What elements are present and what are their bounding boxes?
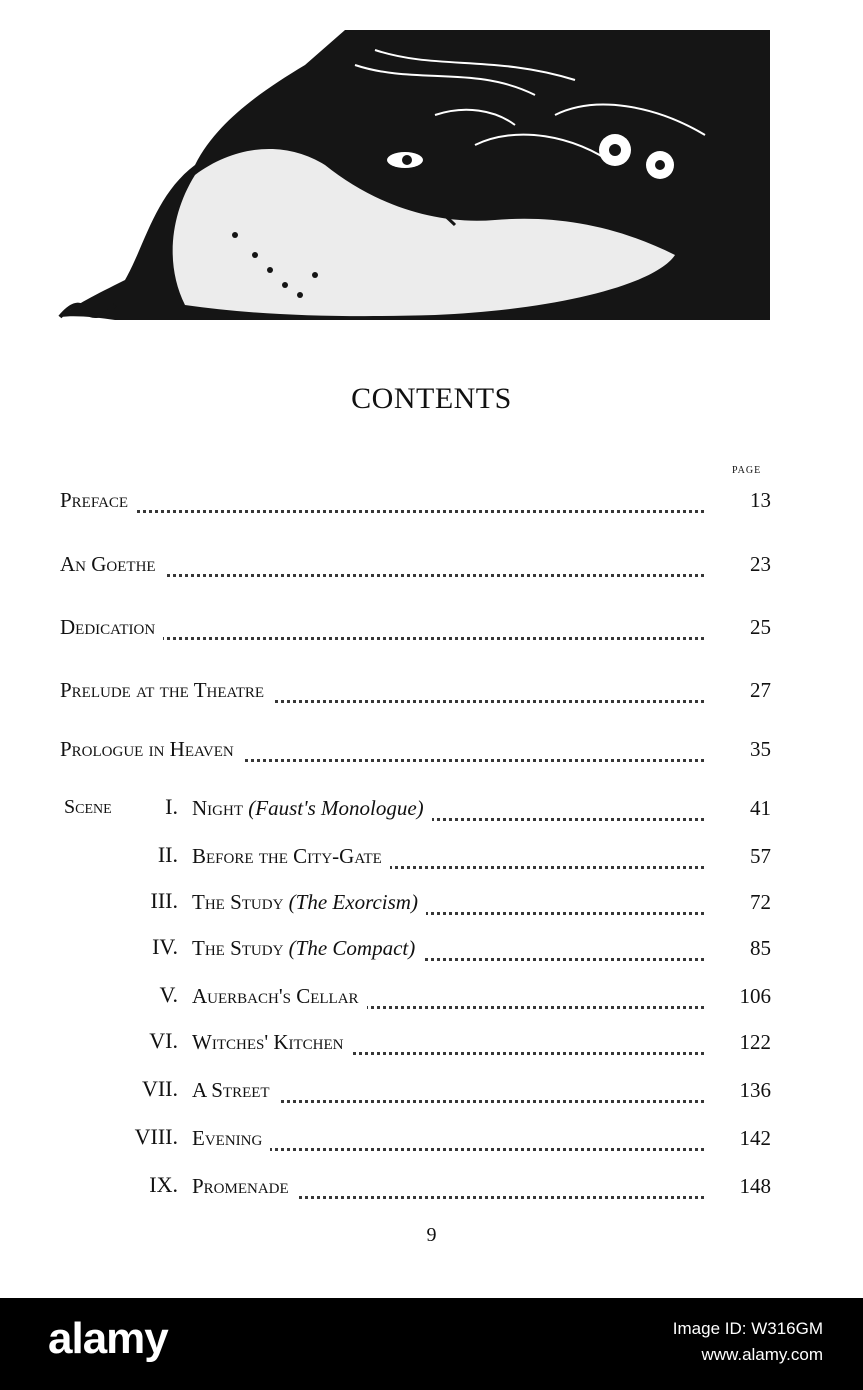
scene-title: A Street bbox=[192, 1078, 270, 1102]
scene-number: VII. bbox=[141, 1076, 178, 1101]
scene-title: Auerbach's Cellar bbox=[192, 984, 359, 1008]
image-id-text: Image ID: W316GM bbox=[672, 1319, 823, 1338]
toc-scene-row bbox=[0, 976, 863, 1016]
toc-scene-row bbox=[0, 1022, 863, 1062]
toc-entry bbox=[0, 607, 863, 647]
scene-word: Scene bbox=[64, 796, 112, 818]
scene-number: II. bbox=[157, 842, 178, 867]
toc-scene-row bbox=[0, 788, 863, 828]
scene-label bbox=[192, 984, 367, 1009]
scene-number: V. bbox=[159, 982, 178, 1007]
toc-entry-label: Prelude at the Theatre bbox=[60, 678, 272, 703]
toc-entry bbox=[0, 480, 863, 520]
scene-page: 106 bbox=[705, 984, 771, 1009]
scene-title: Witches' Kitchen bbox=[192, 1030, 344, 1054]
scene-title: The Study bbox=[192, 936, 284, 960]
scene-number: IV. bbox=[152, 934, 178, 959]
watermark-info bbox=[673, 1316, 823, 1368]
scene-label bbox=[192, 1174, 297, 1199]
toc-scene-row bbox=[0, 928, 863, 968]
scene-page: 85 bbox=[705, 936, 771, 961]
scene-page: 57 bbox=[705, 844, 771, 869]
scene-page: 72 bbox=[705, 890, 771, 915]
scene-number: VIII. bbox=[134, 1124, 178, 1149]
scene-label bbox=[192, 796, 432, 821]
scene-number: III. bbox=[150, 888, 178, 913]
toc-entry-page: 23 bbox=[705, 552, 771, 577]
header-illustration bbox=[55, 25, 775, 325]
toc-entry bbox=[0, 670, 863, 710]
scene-note: (Faust's Monologue) bbox=[248, 796, 424, 820]
toc-entry-label: An Goethe bbox=[60, 552, 164, 577]
toc-scene-row bbox=[0, 1118, 863, 1158]
page-column-heading: PAGE bbox=[732, 465, 762, 476]
toc-entry bbox=[0, 544, 863, 584]
scene-label bbox=[192, 1030, 352, 1055]
scene-number: I. bbox=[165, 794, 178, 819]
alamy-logo: alamy bbox=[48, 1314, 168, 1363]
scene-page: 142 bbox=[705, 1126, 771, 1151]
scene-note: (The Exorcism) bbox=[288, 890, 418, 914]
site-url-text: www.alamy.com bbox=[701, 1345, 823, 1364]
toc-entry-page: 25 bbox=[705, 615, 771, 640]
scene-title: The Study bbox=[192, 890, 284, 914]
scene-label bbox=[192, 936, 423, 961]
scene-page: 136 bbox=[705, 1078, 771, 1103]
scene-label bbox=[192, 1126, 270, 1151]
scene-label bbox=[192, 1078, 278, 1103]
toc-entry-page: 13 bbox=[705, 488, 771, 513]
scene-page: 122 bbox=[705, 1030, 771, 1055]
scene-title: Night bbox=[192, 796, 243, 820]
scene-title: Evening bbox=[192, 1126, 263, 1150]
scene-label bbox=[192, 890, 426, 915]
toc-entry bbox=[0, 729, 863, 769]
page-number: 9 bbox=[426, 1224, 437, 1246]
contents-title: CONTENTS bbox=[351, 382, 512, 415]
scene-title: Before the City-Gate bbox=[192, 844, 382, 868]
scene-title: Promenade bbox=[192, 1174, 289, 1198]
watermark-bar bbox=[0, 1298, 863, 1390]
scene-note: (The Compact) bbox=[288, 936, 416, 960]
toc-scene-row bbox=[0, 836, 863, 876]
scene-page: 148 bbox=[705, 1174, 771, 1199]
toc-scene-row bbox=[0, 1070, 863, 1110]
toc-entry-page: 27 bbox=[705, 678, 771, 703]
toc-scene-row bbox=[0, 1166, 863, 1206]
toc-entry-label: Preface bbox=[60, 488, 136, 513]
toc-entry-label: Dedication bbox=[60, 615, 163, 640]
scene-number: IX. bbox=[149, 1172, 178, 1197]
toc-entry-label: Prologue in Heaven bbox=[60, 737, 242, 762]
toc-scene-row bbox=[0, 882, 863, 922]
scene-number: VI. bbox=[149, 1028, 178, 1053]
scene-label bbox=[192, 844, 390, 869]
scene-page: 41 bbox=[705, 796, 771, 821]
toc-entry-page: 35 bbox=[705, 737, 771, 762]
